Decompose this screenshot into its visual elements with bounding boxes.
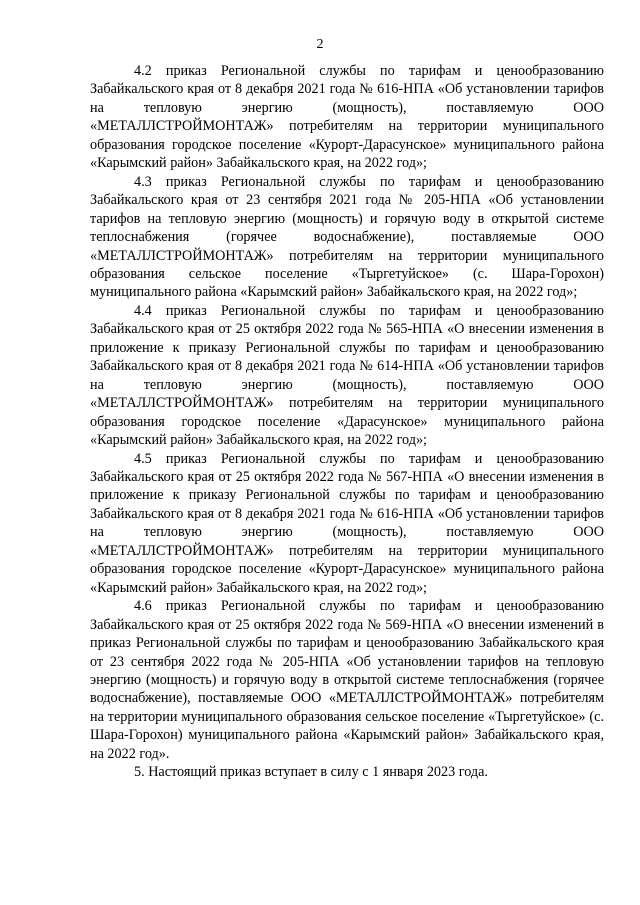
paragraph-5: 5. Настоящий приказ вступает в силу с 1 января 2023 года. (134, 764, 488, 781)
paragraph-4-6: 4.6 приказ Региональной службы по тарифам и ценообразованию Забайкальского края от 25 октября 2022 года № 569-НПА «О внесении изменений в приказ Региональной службы по тарифам и ценообразованию Забайкальского края от 23 сентября 2022 года № 205-НПА «Об установлении тарифов на тепловую энергию (мощность) и горячую воду в открытой системе теплоснабжения (горячее водоснабжение), поставляемые ООО «МЕТАЛЛСТРОЙМОНТАЖ» потребителям на территории муниципального образования сельское поселение «Тыргетуйское» (с. Шара-Горохон) муниципального района «Карымский район» Забайкальского края, на 2022 год». (90, 598, 604, 762)
paragraph-4-2: 4.2 приказ Региональной службы по тарифам и ценообразованию Забайкальского края от 8 декабря 2021 года № 616-НПА «Об установлении тарифов на тепловую энергию (мощность), поставляемую ООО «МЕТАЛЛСТРОЙМОНТАЖ» потребителям на территории муниципального образования городское поселение «Курорт-Дарасунское» муниципального района «Карымский район» Забайкальского края, на 2022 год»; (90, 63, 604, 172)
document-body (90, 62, 604, 782)
paragraph-4-4: 4.4 приказ Региональной службы по тарифам и ценообразованию Забайкальского края от 25 октября 2022 года № 565-НПА «О внесении изменения в приложение к приказу Региональной службы по тарифам и ценообразованию Забайкальского края от 8 декабря 2021 года № 614-НПА «Об установлении тарифов на тепловую энергию (мощность), поставляемую ООО «МЕТАЛЛСТРОЙМОНТАЖ» потребителям на территории муниципального образования городское поселение «Дарасунское» муниципального района «Карымский район» Забайкальского края, на 2022 год»; (90, 302, 604, 449)
paragraph-4-3: 4.3 приказ Региональной службы по тарифам и ценообразованию Забайкальского края от 23 сентября 2021 года № 205-НПА «Об установлении тарифов на тепловую энергию (мощность) и горячую воду в открытой системе теплоснабжения (горячее водоснабжение), поставляемые ООО «МЕТАЛЛСТРОЙМОНТАЖ» потребителям на территории муниципального образования сельское поселение «Тыргетуйское» (с. Шара-Горохон) муниципального района «Карымский район» Забайкальского края, на 2022 год»; (90, 173, 604, 301)
page-number: 2 (316, 37, 324, 52)
paragraph-4-5: 4.5 приказ Региональной службы по тарифам и ценообразованию Забайкальского края от 25 октября 2022 года № 567-НПА «О внесении изменения в приложение к приказу Региональной службы по тарифам и ценообразованию Забайкальского края от 8 декабря 2021 года № 616-НПА «Об установлении тарифов на тепловую энергию (мощность), поставляемую ООО «МЕТАЛЛСТРОЙМОНТАЖ» потребителям на территории муниципального образования городское поселение «Курорт-Дарасунское» муниципального района «Карымский район» Забайкальского края, на 2022 год»; (90, 450, 604, 596)
